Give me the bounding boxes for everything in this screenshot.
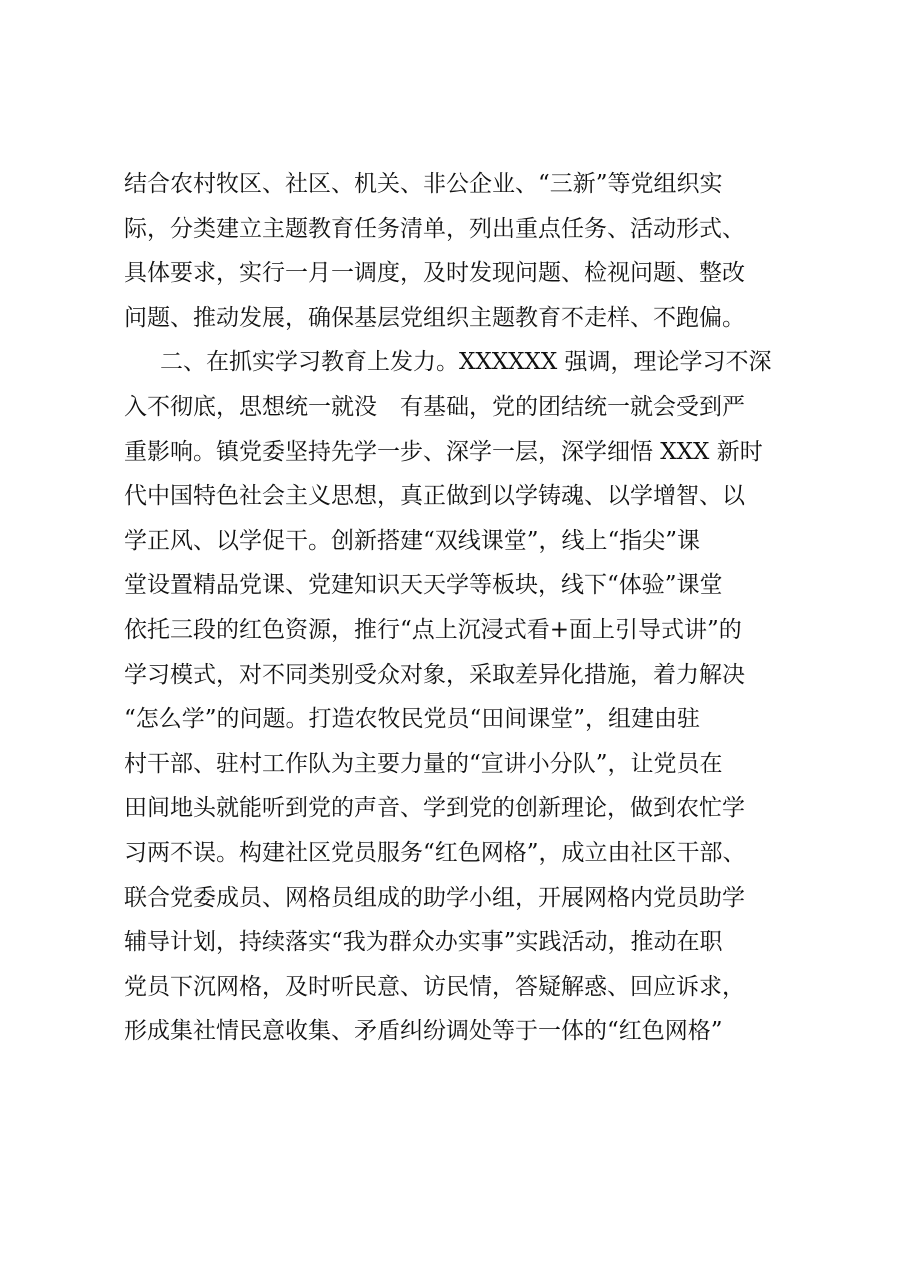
paragraph-1: [124, 162, 804, 340]
paragraph-line: 依托三段的红色资源，推行“点上沉浸式看+面上引导式讲”的: [124, 616, 742, 643]
paragraph-line: 田间地头就能听到党的声音、学到党的创新理论，做到农忙学: [124, 795, 745, 822]
paragraph-line: 堂设置精品党课、党建知识天天学等板块，线下“体验”课堂: [124, 572, 723, 599]
paragraph-line: 形成集社情民意收集、矛盾纠纷调处等于一体的“红色网格”: [124, 1018, 723, 1045]
section-heading-line: 二、在抓实学习教育上发力。XXXXXX 强调，理论学习不深: [160, 349, 772, 376]
paragraph-line: 问题、推动发展，确保基层党组织主题教育不走样、不跑偏。: [124, 304, 745, 331]
paragraph-line: “怎么学”的问题。打造农牧民党员“田间课堂”，组建由驻: [124, 706, 701, 733]
paragraph-line: 结合农村牧区、社区、机关、非公企业、“三新”等党组织实: [124, 171, 723, 197]
paragraph-line: 习两不误。构建社区党员服务“红色网格”，成立由社区干部、: [124, 839, 746, 866]
paragraph-line: 代中国特色社会主义思想，真正做到以学铸魂、以学增智、以: [124, 483, 745, 510]
paragraph-2: [124, 340, 804, 1054]
paragraph-line: 联合党委成员、网格员组成的助学小组，开展网格内党员助学: [124, 884, 745, 911]
paragraph-line: 党员下沉网格，及时听民意、访民情，答疑解惑、回应诉求，: [124, 973, 745, 1000]
paragraph-line: 具体要求，实行一月一调度，及时发现问题、检视问题、整改: [124, 260, 745, 287]
paragraph-line: 际，分类建立主题教育任务清单，列出重点任务、活动形式、: [124, 215, 745, 242]
paragraph-line: 辅导计划，持续落实“我为群众办实事”实践活动，推动在职: [124, 929, 723, 956]
paragraph-line: 村干部、驻村工作队为主要力量的“宣讲小分队”，让党员在: [124, 750, 723, 777]
paragraph-line: 入不彻底，思想统一就没 有基础，党的团结统一就会受到严: [124, 393, 745, 420]
paragraph-line: 重影响。镇党委坚持先学一步、深学一层，深学细悟 XXX 新时: [124, 438, 763, 465]
paragraph-line: 学正风、以学促干。创新搭建“双线课堂”，线上“指尖”课: [124, 527, 701, 554]
paragraph-line: 学习模式，对不同类别受众对象，采取差异化措施，着力解决: [124, 661, 745, 688]
document-body: [124, 162, 804, 1054]
